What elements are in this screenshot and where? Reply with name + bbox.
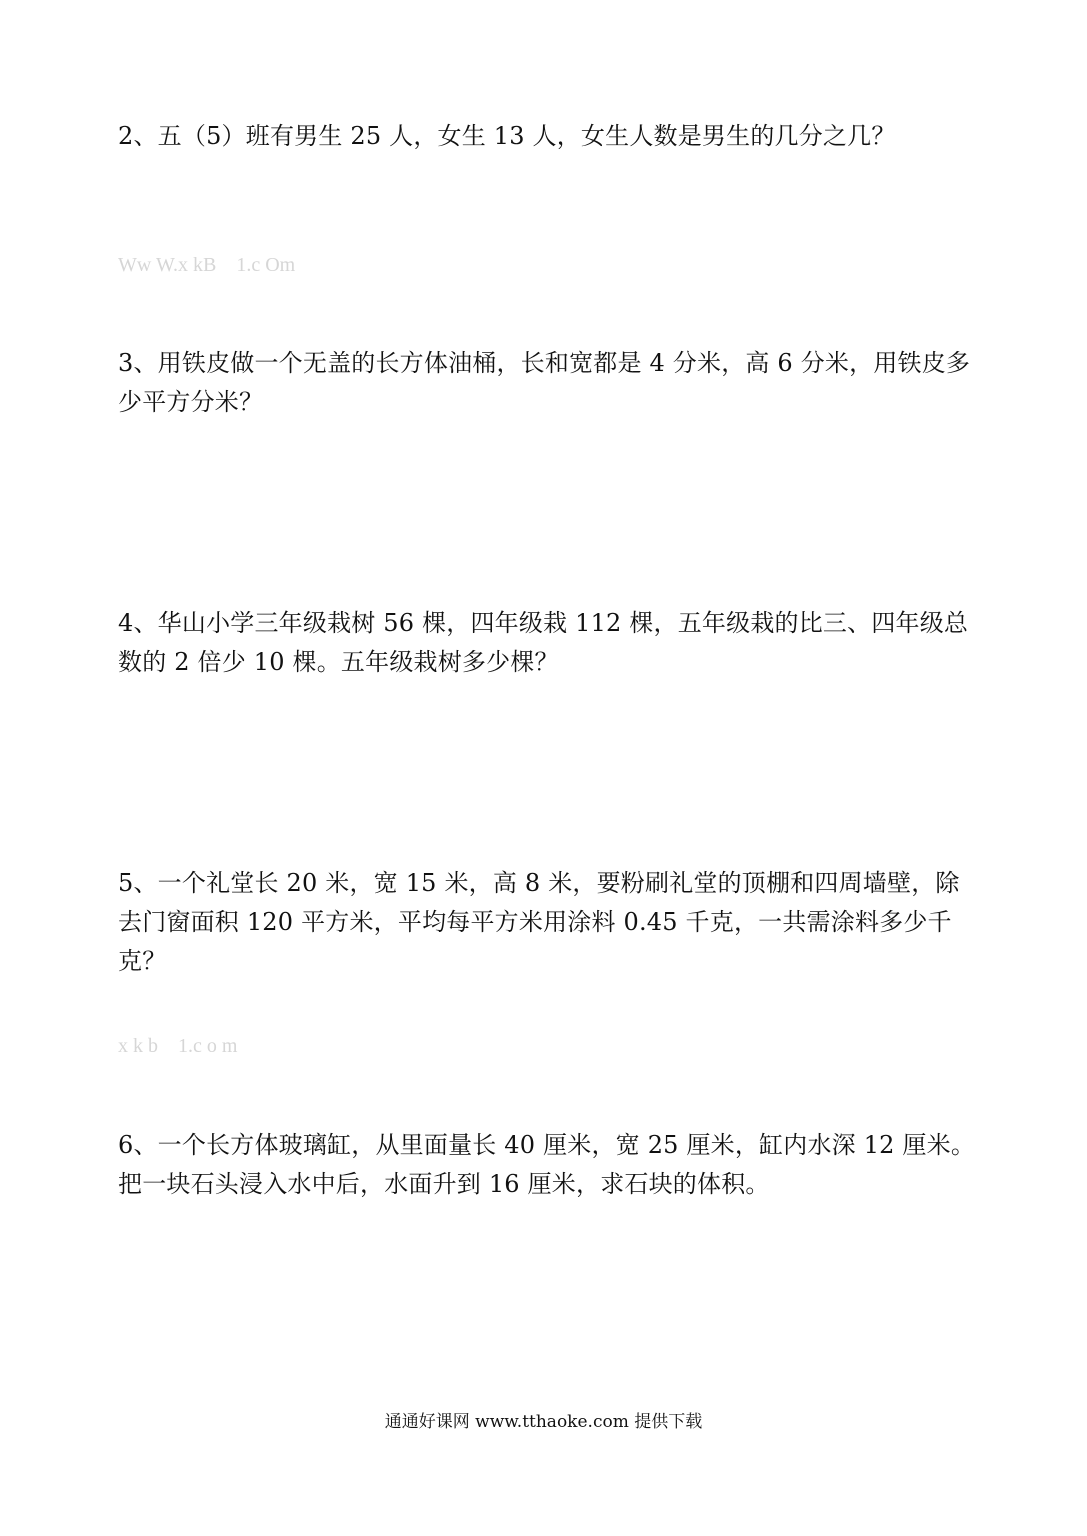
watermark-1: Ww W.x kB 1.c Om [118, 254, 296, 276]
question-5: 5、一个礼堂长 20 米，宽 15 米，高 8 米，要粉刷礼堂的顶棚和四周墙壁，除去门窗面积 120 平方米，平均每平方米用涂料 0.45 千克，一共需涂料多少千克？ [118, 869, 960, 975]
question-6: 6、一个长方体玻璃缸，从里面量长 40 厘米，宽 25 厘米，缸内水深 12 厘米。把一块石头浸入水中后，水面升到 16 厘米，求石块的体积。 [118, 1131, 976, 1198]
question-2: 2、五（5）班有男生 25 人，女生 13 人，女生人数是男生的几分之几？ [118, 122, 896, 150]
question-4: 4、华山小学三年级栽树 56 棵，四年级栽 112 棵，五年级栽的比三、四年级总数的 2 倍少 10 棵。五年级栽树多少棵？ [118, 609, 969, 676]
footer-credit: 通通好课网 www.tthaoke.com 提供下载 [384, 1412, 703, 1432]
watermark-2: x k b 1.c o m [118, 1035, 238, 1057]
question-3: 3、用铁皮做一个无盖的长方体油桶，长和宽都是 4 分米，高 6 分米，用铁皮多少平方分米？ [118, 349, 971, 416]
